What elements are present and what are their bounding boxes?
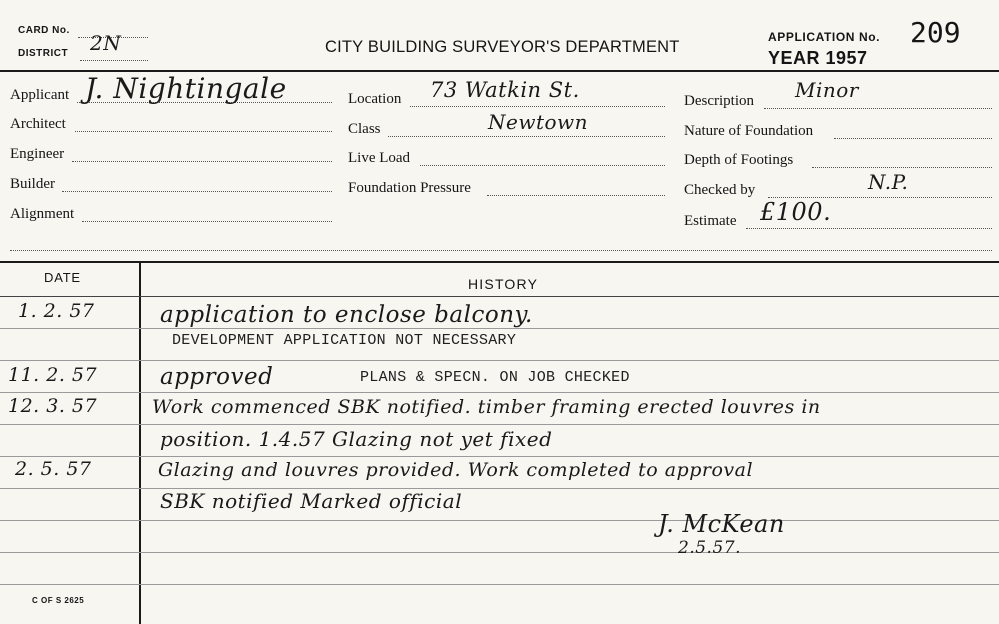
entry-text: Glazing and louvres provided. Work completed to approval bbox=[158, 459, 754, 481]
entry-text: application to enclose balcony. bbox=[160, 302, 533, 328]
entry-date: 11. 2. 57 bbox=[8, 364, 98, 386]
ruled-line bbox=[0, 328, 999, 329]
live-load-line bbox=[420, 165, 665, 166]
estimate-label: Estimate bbox=[684, 213, 737, 229]
depth-footings-line bbox=[812, 167, 992, 168]
entry-date: 1. 2. 57 bbox=[18, 300, 95, 322]
entry-stamp: DEVELOPMENT APPLICATION NOT NECESSARY bbox=[172, 332, 517, 349]
history-header: HISTORY bbox=[468, 276, 539, 292]
year-label: YEAR 1957 bbox=[768, 48, 868, 68]
extra-line bbox=[10, 250, 992, 251]
district-label: DISTRICT bbox=[18, 48, 69, 59]
ruled-line bbox=[0, 488, 999, 489]
description-line bbox=[764, 108, 992, 109]
card-no-label: CARD No. bbox=[18, 25, 70, 36]
date-header: DATE bbox=[44, 270, 81, 285]
entry-text: position. 1.4.57 Glazing not yet fixed bbox=[160, 427, 553, 451]
description-value: Minor bbox=[795, 78, 859, 102]
class-label: Class bbox=[348, 121, 381, 137]
checked-by-label: Checked by bbox=[684, 182, 756, 198]
ruled-line bbox=[0, 424, 999, 425]
form-code: C OF S 2625 bbox=[32, 596, 85, 605]
ruled-line bbox=[0, 584, 999, 585]
architect-label: Architect bbox=[10, 116, 66, 132]
ruled-line bbox=[0, 552, 999, 553]
engineer-label: Engineer bbox=[10, 146, 65, 162]
department-title: CITY BUILDING SURVEYOR'S DEPARTMENT bbox=[325, 38, 680, 56]
header-divider bbox=[0, 296, 999, 297]
location-value: 73 Watkin St. bbox=[430, 78, 580, 102]
application-label: APPLICATION No. bbox=[768, 30, 881, 44]
builder-label: Builder bbox=[10, 176, 55, 192]
nature-foundation-line bbox=[834, 138, 992, 139]
district-line bbox=[80, 60, 148, 61]
application-number: 209 bbox=[910, 16, 961, 49]
entry-text: SBK notified Marked official bbox=[160, 489, 463, 513]
entry-stamp: PLANS & SPECN. ON JOB CHECKED bbox=[360, 369, 630, 386]
foundation-pressure-line bbox=[487, 195, 665, 196]
applicant-label: Applicant bbox=[10, 87, 70, 103]
ruled-line bbox=[0, 456, 999, 457]
signature-date: 2.5.57. bbox=[678, 538, 741, 558]
estimate-value: £100. bbox=[760, 198, 832, 226]
class-line bbox=[388, 136, 665, 137]
applicant-value: J. Nightingale bbox=[85, 72, 287, 105]
architect-line bbox=[75, 131, 332, 132]
entry-date: 2. 5. 57 bbox=[15, 458, 92, 480]
ruled-line bbox=[0, 520, 999, 521]
alignment-label: Alignment bbox=[10, 206, 75, 222]
ruled-line bbox=[0, 392, 999, 393]
depth-footings-label: Depth of Footings bbox=[684, 152, 794, 168]
engineer-line bbox=[72, 161, 332, 162]
foundation-pressure-label: Foundation Pressure bbox=[348, 180, 471, 196]
checked-by-value: N.P. bbox=[868, 170, 909, 194]
location-label: Location bbox=[348, 91, 402, 107]
entry-text: Work commenced SBK notified. timber framing erected louvres in bbox=[152, 396, 821, 418]
location-line bbox=[410, 106, 665, 107]
nature-foundation-label: Nature of Foundation bbox=[684, 123, 814, 139]
entry-date: 12. 3. 57 bbox=[8, 395, 98, 417]
table-top-rule bbox=[0, 261, 999, 263]
alignment-line bbox=[82, 221, 332, 222]
district-value: 2N bbox=[90, 31, 122, 55]
ruled-line bbox=[0, 360, 999, 361]
class-value: Newtown bbox=[488, 110, 589, 134]
live-load-label: Live Load bbox=[348, 150, 411, 166]
estimate-line bbox=[746, 228, 992, 229]
entry-text: approved bbox=[160, 364, 274, 390]
description-label: Description bbox=[684, 93, 754, 109]
signature: J. McKean bbox=[658, 510, 785, 538]
builder-line bbox=[62, 191, 332, 192]
date-column-divider bbox=[139, 261, 141, 624]
